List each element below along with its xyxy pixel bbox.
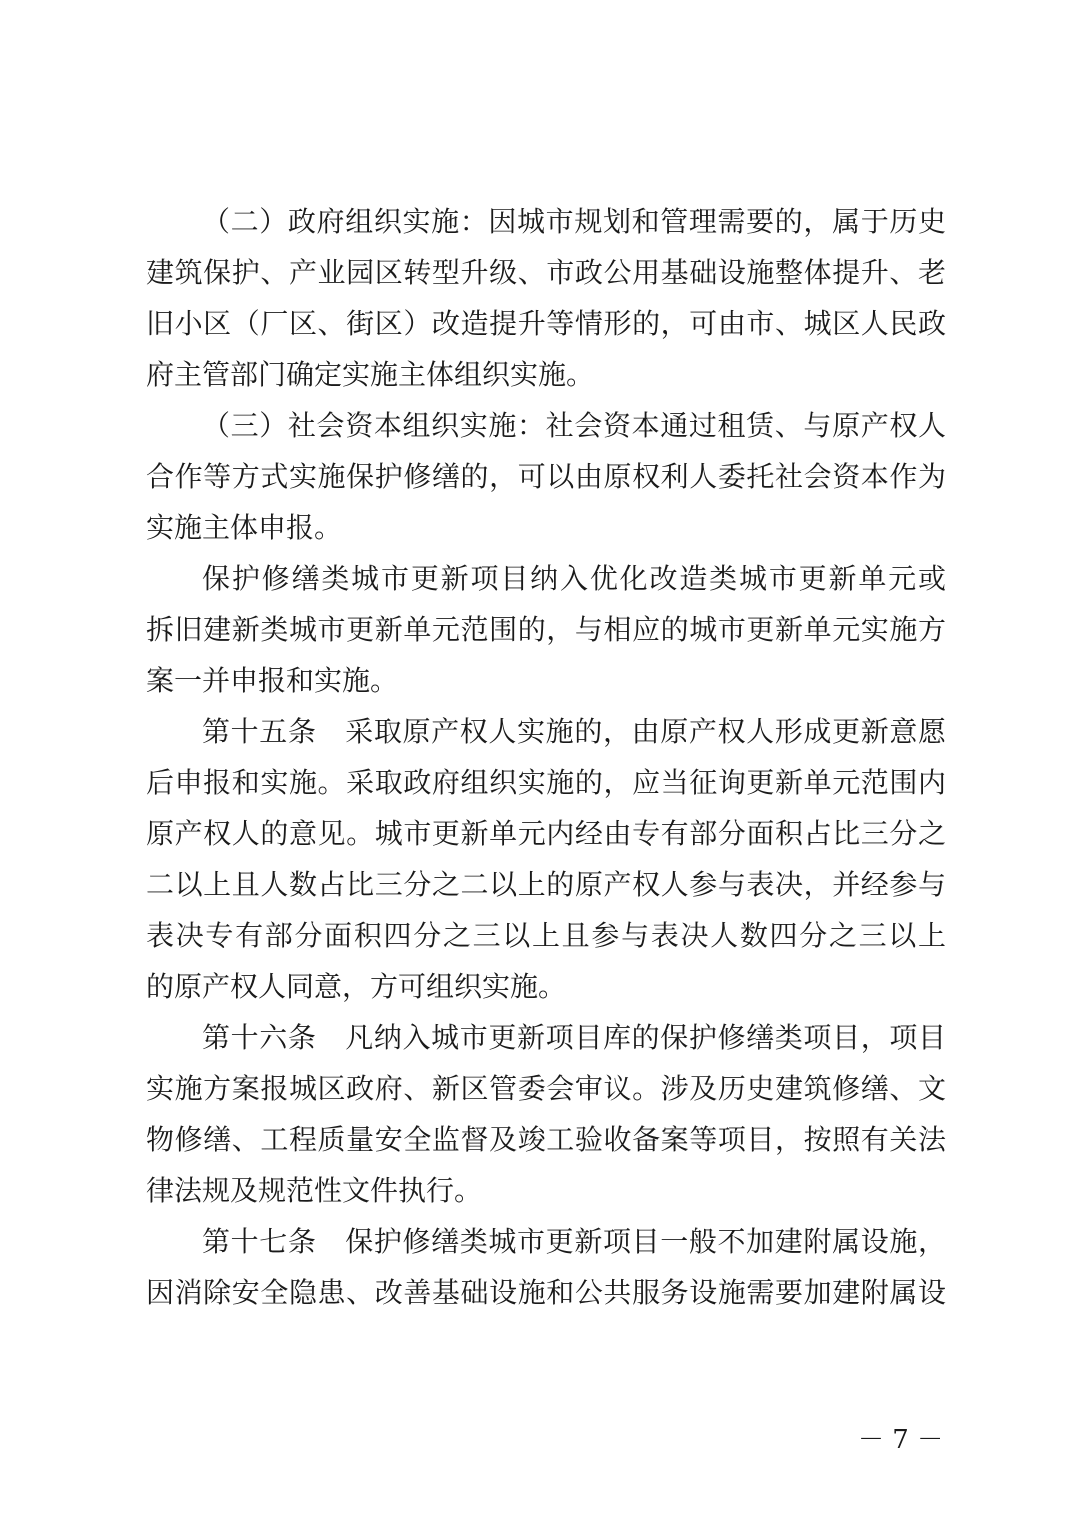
article-15-line-3: 原产权人的意见。城市更新单元内经由专有部分面积占比三分之: [146, 817, 946, 850]
article-17-line-2: 因消除安全隐患、改善基础设施和公共服务设施需要加建附属设: [146, 1276, 946, 1309]
document-body: [146, 196, 946, 1318]
paragraph-4-line-1: 保护修缮类城市更新项目纳入优化改造类城市更新单元或: [202, 562, 946, 595]
paragraph-3-line-2: 合作等方式实施保护修缮的，可以由原权利人委托社会资本作为: [146, 460, 946, 493]
page-number: － 7 －: [858, 1425, 944, 1455]
paragraph-3-line-1: （三）社会资本组织实施：社会资本通过租赁、与原产权人: [202, 409, 946, 442]
article-15-line-4: 二以上且人数占比三分之二以上的原产权人参与表决，并经参与: [146, 868, 946, 901]
article-16-line-1: 第十六条 凡纳入城市更新项目库的保护修缮类项目，项目: [202, 1021, 946, 1054]
paragraph-2-line-3: 旧小区（厂区、街区）改造提升等情形的，可由市、城区人民政: [146, 307, 946, 340]
article-15-line-1: 第十五条 采取原产权人实施的，由原产权人形成更新意愿: [202, 715, 946, 748]
paragraph-2-line-2: 建筑保护、产业园区转型升级、市政公用基础设施整体提升、老: [146, 256, 946, 289]
article-16-line-4: 律法规及规范性文件执行。: [146, 1174, 483, 1207]
paragraph-4-line-2: 拆旧建新类城市更新单元范围的，与相应的城市更新单元实施方: [146, 613, 946, 646]
paragraph-4-line-3: 案一并申报和实施。: [146, 664, 399, 697]
paragraph-2-line-1: （二）政府组织实施：因城市规划和管理需要的，属于历史: [202, 205, 946, 238]
article-16-line-2: 实施方案报城区政府、新区管委会审议。涉及历史建筑修缮、文: [146, 1072, 946, 1105]
paragraph-2-line-4: 府主管部门确定实施主体组织实施。: [146, 358, 595, 391]
article-15-line-2: 后申报和实施。采取政府组织实施的，应当征询更新单元范围内: [146, 766, 946, 799]
article-15-line-6: 的原产权人同意，方可组织实施。: [146, 970, 567, 1003]
paragraph-3-line-3: 实施主体申报。: [146, 511, 343, 544]
article-16-line-3: 物修缮、工程质量安全监督及竣工验收备案等项目，按照有关法: [146, 1123, 946, 1156]
article-17-line-1: 第十七条 保护修缮类城市更新项目一般不加建附属设施，: [202, 1225, 946, 1258]
article-15-line-5: 表决专有部分面积四分之三以上且参与表决人数四分之三以上: [146, 919, 946, 952]
